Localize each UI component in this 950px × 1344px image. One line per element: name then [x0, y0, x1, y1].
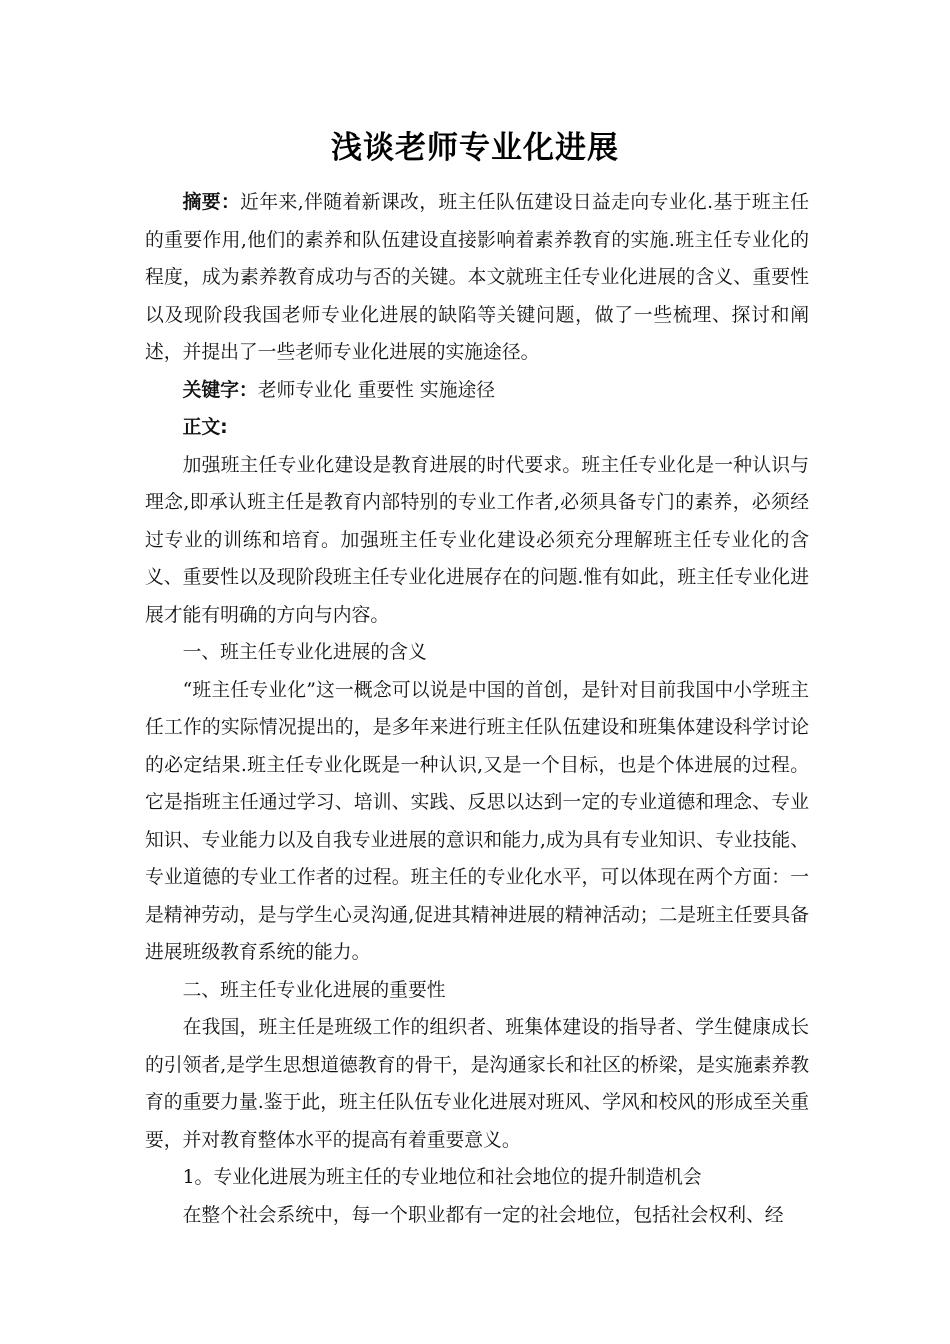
section-heading-meaning: 一、班主任专业化进展的含义	[182, 642, 427, 663]
section-heading-importance: 二、班主任专业化进展的重要性	[182, 979, 446, 1001]
abstract-label: 摘要：	[182, 192, 241, 213]
body-paragraph-meaning: “班主任专业化”这一概念可以说是中国的首创，是针对目前我国中小学班主任工作的实际情况提出的，是多年来进行班主任队伍建设和班集体建设科学讨论的必定结果.班主任专业化既是一种认识,又是一个目标，也是个体进展的过程。它是指班主任通过学习、培训、实践、反思以达到一定的专业道德和理念、专业知识、专业能力以及自我专业进展的意识和能力,成为具有专业知识、专业技能、专业道德的专业工作者的过程。班主任的专业化水平，可以体现在两个方面：一是精神劳动，是与学生心灵沟通,促进其精神进展的精神活动；二是班主任要具备进展班级教育系统的能力。	[145, 679, 809, 963]
keywords-label: 关键字：	[182, 379, 258, 401]
body-paragraph-status: 在整个社会系统中，每一个职业都有一定的社会地位，包括社会权利、经	[182, 1204, 784, 1226]
keywords-paragraph	[145, 372, 809, 410]
document-body	[145, 184, 809, 1234]
abstract-paragraph	[145, 184, 809, 372]
body-paragraph-importance: 在我国，班主任是班级工作的组织者、班集体建设的指导者、学生健康成长的引领者,是学生思想道德教育的骨干，是沟通家长和社区的桥梁，是实施素养教育的重要力量.鉴于此，班主任队伍专业化进展对班风、学风和校风的形成至关重要，并对教育整体水平的提高有着重要意义。	[145, 1017, 809, 1151]
body-label: 正文:	[182, 417, 228, 438]
abstract-text: 近年来,伴随着新课改，班主任队伍建设日益走向专业化.基于班主任的重要作用,他们的素养和队伍建设直接影响着素养教育的实施.班主任专业化的程度，成为素养教育成功与否的关键。本文就班主任专业化进展的含义、重要性以及现阶段我国老师专业化进展的缺陷等关键问题，做了一些梳理、探讨和阐述，并提出了一些老师专业化进展的实施途径。	[145, 192, 809, 363]
keywords-text: 老师专业化 重要性 实施途径	[257, 379, 496, 401]
subsection-heading-1: 1。专业化进展为班主任的专业地位和社会地位的提升制造机会	[182, 1167, 702, 1188]
document-title: 浅谈老师专业化进展	[331, 130, 619, 166]
body-paragraph-intro: 加强班主任专业化建设是教育进展的时代要求。班主任专业化是一种认识与理念,即承认班主任是教育内部特别的专业工作者,必须具备专门的素养，必须经过专业的训练和培育。加强班主任专业化建设必须充分理解班主任专业化的含义、重要性以及现阶段班主任专业化进展存在的问题.惟有如此，班主任专业化进展才能有明确的方向与内容。	[145, 454, 809, 626]
